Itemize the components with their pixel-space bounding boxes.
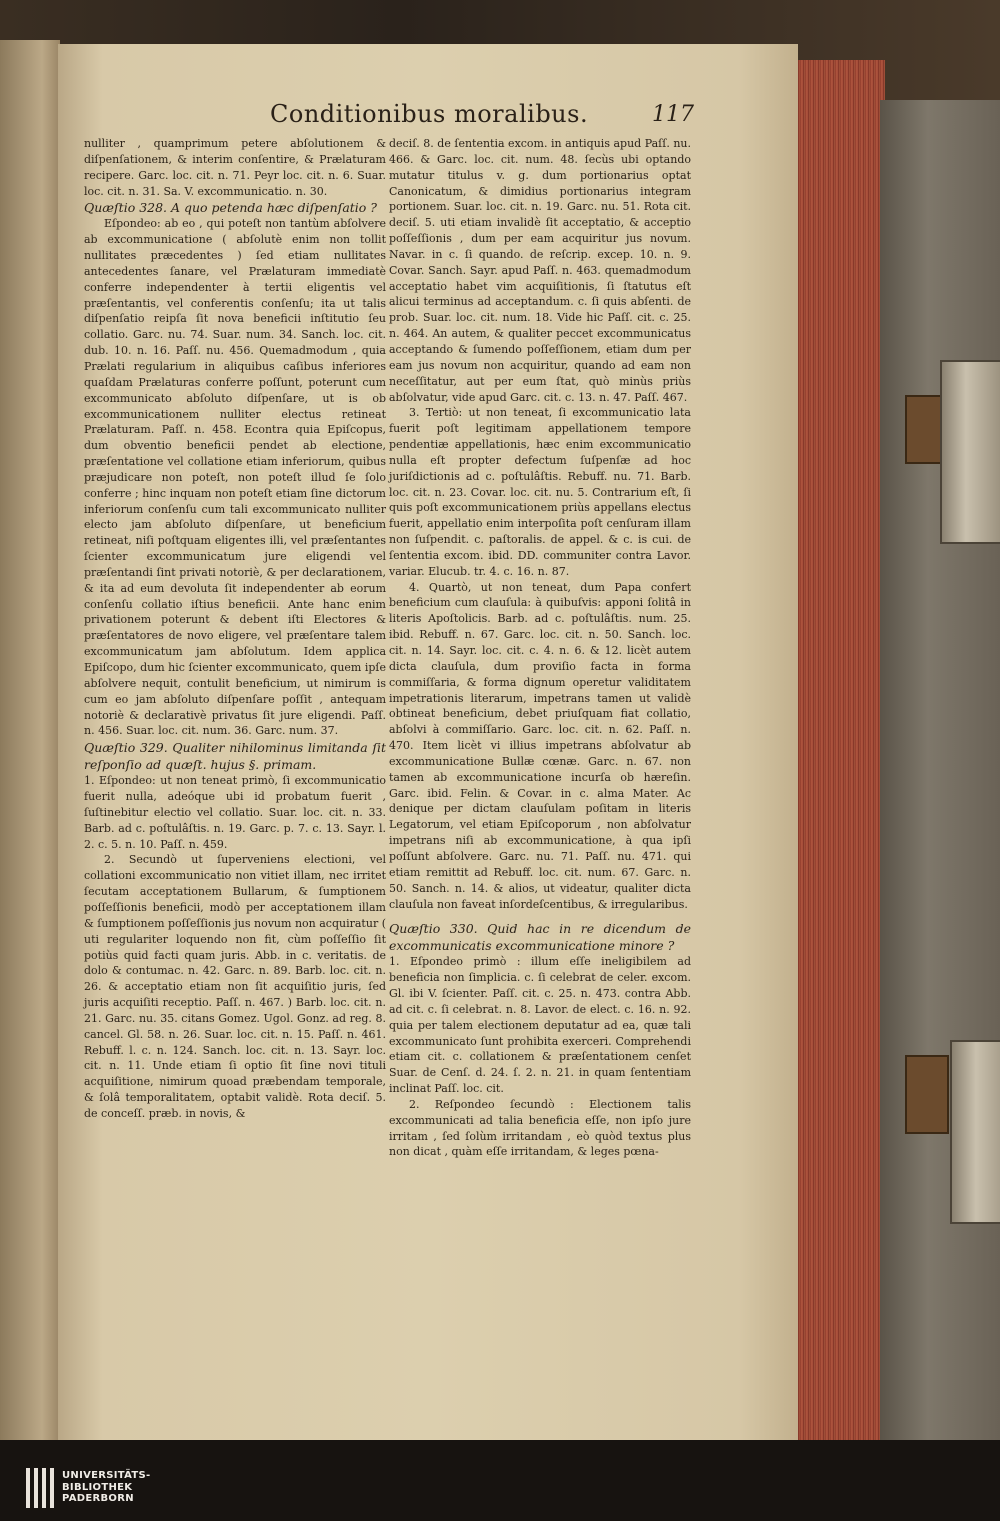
paragraph: nulliter , quamprimum petere abſolutionem & diſpenſationem, & interim conſentire, & Prælaturam recipere. Garc. loc. cit. n. 71. Peyr loc. cit. n. 6. Suar. loc. cit. n. 31. Sa. V. excommunicatio. n. 30. (84, 137, 386, 198)
paragraph: 2. Secundò ut ſuperveniens electioni, vel collationi excommunicatio non vitiet illam, nec irritet ſecutam acceptationem Bullarum, & ſumptionem poſſeſſionis beneficii, modò per acceptationem illam & ſumptionem poſſeſſionis jus novum non acquiratur ( uti regulariter loquendo non fit, cùm poſſeſſio ſit potiùs quid facti quam juris. Abb. in c. veritatis. de dolo & contumac. n. 42. Garc. n. 89. Barb. loc. cit. n. 26. & acceptatio etiam non ſit acquiſitio juris, ſed juris acquiſiti receptio. Paſſ. n. 467. ) Barb. loc. cit. n. 21. Garc. nu. 35. citans Gomez. Ugol. Gonz. ad reg. 8. cancel. Gl. 58. n. 26. Suar. loc. cit. n. 15. Paſſ. n. 461. Rebuff. l. c. n. 124. Sanch. loc. cit. n. 13. Sayr. loc. cit. n. 11. Unde etiam ſi optio ſit ſine novi tituli acquiſitione, nimirum quoad præbendam temporale, & ſolâ temporalitatem, optabit validè. Rota deciſ. 5. de conceſſ. præb. in novis, & (84, 853, 386, 1120)
left-text-column (84, 136, 386, 1122)
paragraph: deciſ. 8. de ſententia excom. in antiquis apud Paſſ. nu. 466. & Garc. loc. cit. num. 48. ſecùs ubi optando mutatur titulus v. g. dum portionarius optat Canonicatum, & dimidius portionarius integram portionem. Suar. loc. cit. n. 19. Garc. nu. 51. Rota cit. deciſ. 5. uti etiam invalidè ſit acceptatio, & acceptio poſſeſſionis , dum per eam acquiritur jus novum. Navar. in c. ſi quando. de reſcrip. excep. 10. n. 9. Covar. Sanch. Sayr. apud Paſſ. n. 463. quemadmodum acceptatio habet vim acquiſitionis, ſi ſtatutus eſt alicui terminus ad acceptandum. c. ſi quis abſenti. de prob. Suar. loc. cit. num. 18. Vide hic Paſſ. cit. c. 25. n. 464. An autem, & qualiter peccet excommunicatus acceptando & ſumendo poſſeſſionem, etiam dum per eam jus novum non acquiritur, quando ad eam non neceſſitatur, aut per eum ſtat, quò minùs priùs abſolvatur, vide apud Garc. cit. c. 13. n. 47. Paſſ. 467. (389, 137, 691, 404)
paragraph: 1. Eſpondeo primò : illum eſſe ineligibilem ad beneficia non ſimplicia. c. ſi celebrat de celer. excom. Gl. ibi V. ſcienter. Paſſ. cit. c. 25. n. 473. contra Abb. ad cit. c. ſi celebrat. n. 8. Lavor. de elect. c. 16. n. 92. quia per talem electionem deputatur ad ea, quæ tali excommunicato ſunt prohibita exerceri. Comprehendi etiam cit. c. collationem & præſentationem cenſet Suar. de Cenſ. d. 24. ſ. 2. n. 21. in quam ſententiam inclinat Paſſ. loc. cit. (389, 955, 691, 1096)
red-page-edges (790, 60, 885, 1440)
library-name (62, 1470, 151, 1505)
running-title: Conditionibus moralibus. (270, 100, 589, 128)
metal-clasp-bottom (950, 1040, 1000, 1224)
question-heading: Quæſtio 329. Qualiter nihilominus limitanda ſit reſponſio ad quæſt. hujus §. primam. (84, 740, 386, 773)
question-heading: Quæſtio 328. A quo petenda hæc diſpenſatio ? (84, 200, 377, 216)
paragraph: 1. Eſpondeo: ut non teneat primò, ſi excommunicatio fuerit nulla, adeóque ubi id probatum fuerit , ſuſtinebitur electio vel collatio. Suar. loc. cit. n. 33. Barb. ad c. poſtulâſtis. n. 19. Garc. p. 7. c. 13. Sayr. l. 2. c. 5. n. 10. Paſſ. n. 459. (84, 774, 386, 851)
paragraph: 3. Tertiò: ut non teneat, ſi excommunicatio lata fuerit poſt legitimam appellationem tempore pendentiæ appellationis, hæc enim excommunicatio nulla eſt propter defectum ſuſpenſæ ad hoc juriſdictionis ad c. poſtulâſtis. Rebuff. nu. 71. Barb. loc. cit. n. 23. Covar. loc. cit. nu. 5. Contrarium eſt, ſi quis poſt excommunicationem priùs appellans electus fuerit, appellatio enim interpoſita poſt cenſuram illam non ſuſpendit. c. paſtoralis. de appel. & c. is cui. de ſententia excom. ibid. DD. communiter contra Lavor. variar. Elucub. tr. 4. c. 16. n. 87. (389, 406, 691, 578)
paragraph: 4. Quartò, ut non teneat, dum Papa confert beneficium cum clauſula: à quibuſvis: apponi ſolitâ in literis Apoſtolicis. Barb. ad c. poſtulâſtis. num. 25. ibid. Rebuff. n. 67. Garc. loc. cit. n. 50. Sanch. loc. cit. n. 14. Sayr. loc. cit. c. 4. n. 6. & 12. licèt autem dicta clauſula, dum proviſio facta in forma commiſſaria, & forma dignum operetur validitatem impetrationis literarum, impetrans tamen ut validè obtineat beneficium, debet priuſquam fiat collatio, abſolvi à commiſſario. Garc. loc. cit. n. 62. Paſſ. n. 470. Item licèt vi illius impetrans abſolvatur ab excommunicatione Bullæ cœnæ. Garc. n. 67. non tamen ab excommunicatione incurſa ob hæreſin. Garc. ibid. Felin. & Covar. in c. alma Mater. Ac denique per dictam clauſulam poſitam in literis Legatorum, vel etiam Epiſcoporum , non abſolvatur impetrans niſi ab excommunicatione, à qua ipſi poſſunt abſolvere. Garc. nu. 71. Paſſ. nu. 471. qui etiam remittit ad Rebuff. loc. cit. num. 67. Garc. n. 50. Sanch. n. 14. & alios, ut videatur, qualiter dicta clauſula non faveat inſordeſcentibus, & irregularibus. (389, 580, 691, 911)
paragraph: 2. Reſpondeo ſecundò : Electionem talis excommunicati ad talia beneficia eſſe, non ipſo jure irritam , ſed ſolùm irritandam , eò quòd textus plus non dicat , quàm eſſe irritandam, & leges pœna- (389, 1097, 691, 1159)
clasp-strap-bottom (905, 1055, 949, 1134)
book-cover (880, 100, 1000, 1440)
facing-page-edge (0, 40, 60, 1440)
library-logo-icon (26, 1468, 54, 1508)
metal-clasp-top (940, 360, 1000, 544)
library-line: PADERBORN (62, 1493, 134, 1504)
library-line: UNIVERSITÄTS- (62, 1470, 151, 1481)
page-number: 117 (652, 102, 694, 127)
question-heading: Quæſtio 330. Quid hac in re dicendum de excommunicatis excommunicatione minore ? (389, 921, 691, 954)
library-line: BIBLIOTHEK (62, 1481, 133, 1493)
right-text-column (389, 136, 691, 1160)
paragraph: Eſpondeo: ab eo , qui poteſt non tantùm abſolvere ab excommunicatione ( abſolutè enim non tollit nullitates præcedentes ) ſed etiam nullitates antecedentes ſanare, vel Prælaturam immediatè conferre independenter à tertii eligentis vel præſentantis, vel conferentis conſenſu; ita ut talis diſpenſatio reipſa ſit nova beneficii inſtitutio ſeu collatio. Garc. nu. 74. Suar. num. 34. Sanch. loc. cit. dub. 10. n. 16. Paſſ. nu. 456. Quemadmodum , quia Prælati regularium in aliquibus caſibus inferiores quaſdam Prælaturas conferre poſſunt, poterunt cum excommunicato abſoluto diſpenſare, ut is ob excommunicationem nulliter electus retineat Prælaturam. Paſſ. n. 458. Econtra quia Epiſcopus, dum obventio beneficii pendet ab electione, præſentatione vel collatione etiam inferiorum, quibus præjudicare non poteſt, non poteſt illud ſe ſolo conferre ; hinc inquam non poteſt etiam ſine dictorum inferiorum conſenſu cum tali excommunicato nulliter electo jam abſoluto diſpenſare, ut beneficium retineat, niſi poſtquam eligentes illi, vel præſentantes ſcienter excommunicatum jure eligendi vel præſentandi ſint privati notoriè, & per declarationem, & ita ad eum devoluta ſit independenter ab eorum conſenſu collatio iſtius beneficii. Ante hanc enim privationem poterunt & debent iſti Electores & præſentatores de novo eligere, vel præſentare talem excommunicatum jam abſolutum. Idem applica Epiſcopo, dum hic ſcienter excommunicato, quem ipſe abſolvere nequit, contulit beneficium, ut nimirum is cum eo jam abſoluto diſpenſare poſſit , antequam notoriè & declarativè privatus ſit jure eligendi. Paſſ. n. 456. Suar. loc. cit. num. 36. Garc. num. 37. (84, 217, 386, 738)
